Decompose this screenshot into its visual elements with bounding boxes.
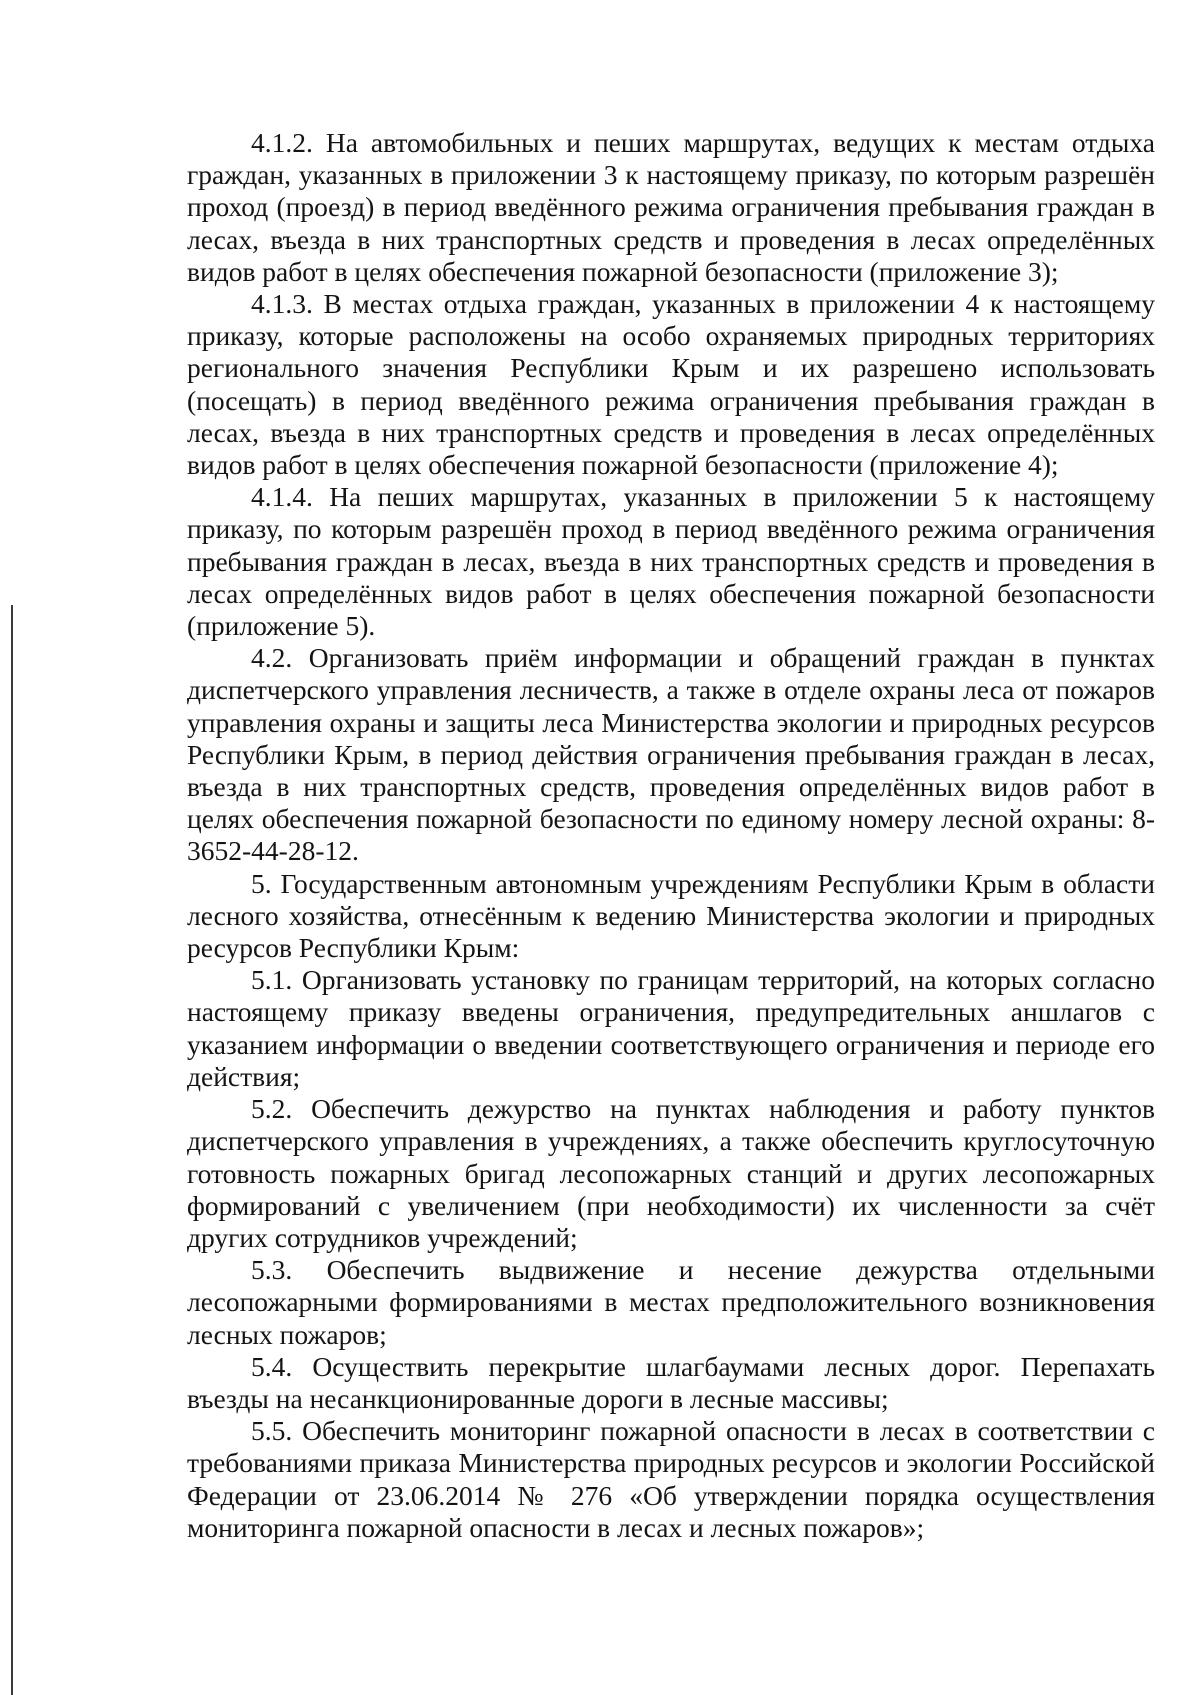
paragraph-4-1-3: 4.1.3. В местах отдыха граждан, указанных в приложении 4 к настоящему приказу, которые расположены на особо охраняемых природных территориях регионального значения Республики Крым и их разрешено использовать (посещать) в период введённого режима ограничения пребывания граждан в лесах, въезда в них транспортных средств и проведения в лесах определённых видов работ в целях обеспечения пожарной безопасности (приложение 4); xyxy=(187,288,1155,481)
paragraph-5: 5. Государственным автономным учреждениям Республики Крым в области лесного хозяйства, отнесённым к ведению Министерства экологии и природных ресурсов Республики Крым: xyxy=(187,867,1155,964)
paragraph-5-2: 5.2. Обеспечить дежурство на пунктах наблюдения и работу пунктов диспетчерского управления в учреждениях, а также обеспечить круглосуточную готовность пожарных бригад лесопожарных станций и других лесопожарных формирований с увеличением (при необходимости) их численности за счёт других сотрудников учреждений; xyxy=(187,1093,1155,1253)
paragraph-5-5: 5.5. Обеспечить мониторинг пожарной опасности в лесах в соответствии с требованиями приказа Министерства природных ресурсов и экологии Российской Федерации от 23.06.2014 № 276 «Об утверждении порядка осуществления мониторинга пожарной опасности в лесах и лесных пожаров»; xyxy=(187,1415,1155,1543)
paragraph-5-1: 5.1. Организовать установку по границам территорий, на которых согласно настоящему приказу введены ограничения, предупредительных аншлагов с указанием информации о введении соответствующего ограничения и периоде его действия; xyxy=(187,964,1155,1092)
paragraph-5-4: 5.4. Осуществить перекрытие шлагбаумами лесных дорог. Перепахать въезды на несанкционированные дороги в лесные массивы; xyxy=(187,1350,1155,1414)
paragraph-5-3: 5.3. Обеспечить выдвижение и несение дежурства отдельными лесопожарными формированиями в местах предположительного возникновения лесных пожаров; xyxy=(187,1254,1155,1350)
paragraph-4-2: 4.2. Организовать приём информации и обращений граждан в пунктах диспетчерского управления лесничеств, а также в отделе охраны леса от пожаров управления охраны и защиты леса Министерства экологии и природных ресурсов Республики Крым, в период действия ограничения пребывания граждан в лесах, въезда в них транспортных средств, проведения определённых видов работ в целях обеспечения пожарной безопасности по единому номеру лесной охраны: 8-3652-44-28-12. xyxy=(187,642,1155,867)
paragraph-4-1-4: 4.1.4. На пеших маршрутах, указанных в приложении 5 к настоящему приказу, по которым разрешён проход в период введённого режима ограничения пребывания граждан в лесах, въезда в них транспортных средств и проведения в лесах определённых видов работ в целях обеспечения пожарной безопасности (приложение 5). xyxy=(187,481,1155,642)
document-body xyxy=(187,127,1155,1544)
paragraph-4-1-2: 4.1.2. На автомобильных и пеших маршрутах, ведущих к местам отдыха граждан, указанных в приложении 3 к настоящему приказу, по которым разрешён проход (проезд) в период введённого режима ограничения пребывания граждан в лесах, въезда в них транспортных средств и проведения в лесах определённых видов работ в целях обеспечения пожарной безопасности (приложение 3); xyxy=(187,127,1155,287)
scan-edge-line xyxy=(11,605,13,1695)
